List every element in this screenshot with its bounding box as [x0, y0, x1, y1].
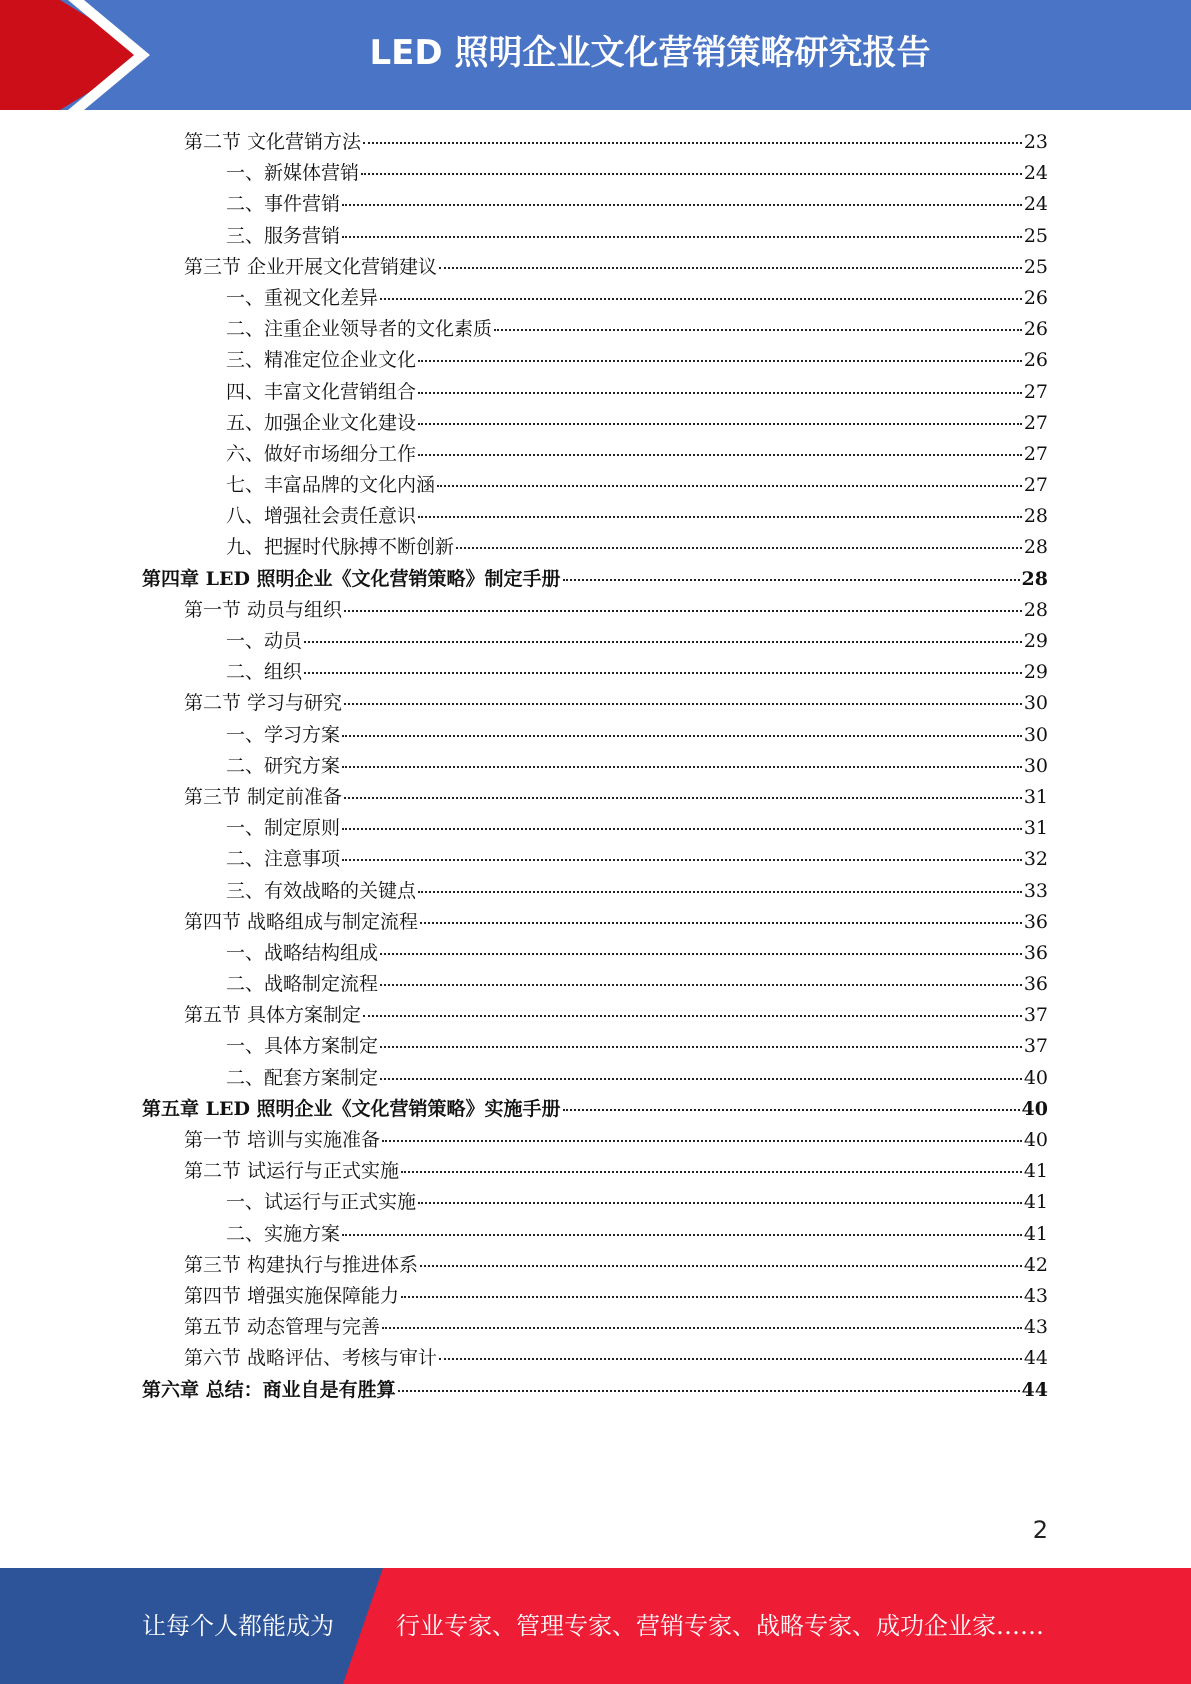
toc-page-number: 41: [1023, 1222, 1048, 1245]
toc-entry-title: 九、把握时代脉搏不断创新: [226, 536, 455, 559]
toc-entry-title: 三、有效战略的关键点: [226, 879, 417, 902]
toc-entry-title: 四、丰富文化营销组合: [226, 380, 417, 403]
toc-page-number: 43: [1023, 1284, 1048, 1307]
toc-entry[interactable]: [142, 626, 1048, 657]
toc-leader-dots: [456, 547, 1022, 549]
toc-page-number: 25: [1023, 255, 1048, 278]
toc-page-number: 25: [1023, 224, 1048, 247]
toc-page-number: 26: [1023, 286, 1048, 309]
toc-entry-title: 第一节 培训与实施准备: [184, 1129, 381, 1151]
toc-page-number: 36: [1023, 973, 1048, 996]
toc-entry[interactable]: [142, 439, 1048, 470]
toc-entry-title: 第二节 学习与研究: [184, 692, 343, 715]
toc-entry-title: 第四节 增强实施保障能力: [184, 1284, 400, 1307]
toc-entry[interactable]: [142, 844, 1048, 875]
toc-leader-dots: [418, 392, 1022, 394]
toc-entry[interactable]: [142, 501, 1048, 532]
toc-entry-title: 一、具体方案制定: [226, 1035, 379, 1058]
toc-entry[interactable]: [142, 1063, 1048, 1094]
toc-page-number: 37: [1023, 1035, 1048, 1058]
toc-entry[interactable]: [142, 532, 1048, 563]
toc-entry[interactable]: [142, 782, 1048, 813]
toc-entry-title: 六、做好市场细分工作: [226, 442, 417, 465]
toc-leader-dots: [342, 1234, 1022, 1236]
toc-leader-dots: [363, 142, 1022, 144]
toc-entry[interactable]: [142, 470, 1048, 501]
toc-leader-dots: [342, 204, 1022, 206]
toc-page-number: 26: [1023, 349, 1048, 372]
toc-page-number: 29: [1023, 661, 1048, 684]
toc-leader-dots: [380, 298, 1022, 300]
toc-entry-title: 二、组织: [226, 661, 303, 684]
toc-leader-dots: [401, 1171, 1022, 1173]
toc-leader-dots: [494, 329, 1022, 331]
toc-page-number: 31: [1023, 785, 1048, 808]
page-header: [0, 0, 1191, 110]
toc-leader-dots: [380, 953, 1022, 955]
toc-leader-dots: [439, 1358, 1022, 1360]
toc-leader-dots: [420, 922, 1022, 924]
toc-entry[interactable]: [142, 1312, 1048, 1343]
toc-entry-title: 第一节 动员与组织: [184, 598, 343, 621]
toc-leader-dots: [418, 1202, 1022, 1204]
toc-entry[interactable]: [142, 1219, 1048, 1250]
toc-entry-title: 三、精准定位企业文化: [226, 349, 417, 372]
toc-page-number: 32: [1023, 848, 1048, 871]
toc-entry[interactable]: [142, 938, 1048, 969]
toc-page-number: 44: [1023, 1347, 1048, 1370]
toc-page-number: 28: [1021, 567, 1048, 590]
toc-entry-title: 第六节 战略评估、考核与审计: [184, 1347, 438, 1370]
report-title: LED 照明企业文化营销策略研究报告: [369, 33, 931, 73]
toc-leader-dots: [418, 454, 1022, 456]
toc-entry[interactable]: [142, 657, 1048, 688]
toc-entry-title: 八、增强社会责任意识: [226, 505, 417, 528]
toc-leader-dots: [304, 672, 1022, 674]
toc-entry[interactable]: [142, 345, 1048, 376]
table-of-contents: [142, 127, 1048, 1406]
toc-page-number: 30: [1023, 692, 1048, 715]
toc-leader-dots: [380, 984, 1022, 986]
toc-entry-title: 二、战略制定流程: [226, 973, 379, 996]
page-number: 2: [1032, 1516, 1048, 1544]
toc-entry-title: 第四章 LED 照明企业《文化营销策略》制定手册: [142, 567, 561, 590]
toc-leader-dots: [344, 610, 1022, 612]
toc-entry-title: 第三节 构建执行与推进体系: [184, 1253, 419, 1276]
toc-entry-title: 一、新媒体营销: [226, 162, 360, 185]
footer-slogan-left: 让每个人都能成为: [142, 1612, 334, 1640]
toc-entry-title: 一、重视文化差异: [226, 286, 379, 309]
toc-entry[interactable]: [142, 1156, 1048, 1187]
toc-page-number: 36: [1023, 941, 1048, 964]
toc-entry-title: 一、战略结构组成: [226, 941, 379, 964]
toc-entry[interactable]: [142, 377, 1048, 408]
toc-page-number: 28: [1023, 505, 1048, 528]
toc-entry[interactable]: [142, 1281, 1048, 1312]
toc-page-number: 40: [1023, 1066, 1048, 1089]
toc-entry-title: 第二节 文化营销方法: [184, 131, 362, 153]
toc-entry[interactable]: [142, 969, 1048, 1000]
page-footer: [0, 1568, 1191, 1684]
toc-entry[interactable]: [142, 127, 1048, 158]
toc-page-number: 33: [1023, 879, 1048, 902]
toc-entry-title: 二、实施方案: [226, 1222, 341, 1245]
toc-page-number: 43: [1023, 1316, 1048, 1339]
toc-entry[interactable]: [142, 595, 1048, 626]
toc-entry[interactable]: [142, 408, 1048, 439]
toc-entry[interactable]: [142, 252, 1048, 283]
toc-entry-title: 二、研究方案: [226, 754, 341, 777]
toc-leader-dots: [418, 423, 1022, 425]
toc-entry[interactable]: [142, 221, 1048, 252]
toc-page-number: 23: [1023, 131, 1048, 153]
toc-chapter-entry[interactable]: [142, 1094, 1048, 1125]
toc-leader-dots: [420, 1265, 1022, 1267]
toc-leader-dots: [344, 703, 1022, 705]
toc-entry[interactable]: [142, 189, 1048, 220]
toc-entry-title: 第五节 动态管理与完善: [184, 1316, 381, 1339]
toc-page-number: 26: [1023, 318, 1048, 341]
toc-leader-dots: [398, 1390, 1020, 1392]
toc-leader-dots: [401, 1296, 1022, 1298]
toc-chapter-entry[interactable]: [142, 1375, 1048, 1406]
toc-page-number: 44: [1021, 1378, 1048, 1401]
toc-entry-title: 七、丰富品牌的文化内涵: [226, 474, 436, 497]
toc-page-number: 36: [1023, 910, 1048, 933]
toc-page-number: 29: [1023, 630, 1048, 652]
toc-entry[interactable]: [142, 1000, 1048, 1031]
toc-page-number: 27: [1023, 380, 1048, 403]
toc-leader-dots: [363, 1015, 1022, 1017]
toc-page-number: 24: [1023, 193, 1048, 216]
toc-entry-title: 第三节 制定前准备: [184, 785, 343, 808]
toc-leader-dots: [342, 236, 1022, 238]
toc-entry-title: 第五章 LED 照明企业《文化营销策略》实施手册: [142, 1097, 561, 1120]
toc-chapter-entry[interactable]: [142, 564, 1048, 595]
toc-entry[interactable]: [142, 720, 1048, 751]
toc-entry-title: 第二节 试运行与正式实施: [184, 1160, 400, 1183]
toc-leader-dots: [437, 485, 1022, 487]
toc-entry-title: 二、事件营销: [226, 193, 341, 216]
toc-entry[interactable]: [142, 1187, 1048, 1218]
toc-page-number: 24: [1023, 162, 1048, 185]
toc-entry[interactable]: [142, 283, 1048, 314]
toc-leader-dots: [342, 766, 1022, 768]
toc-page-number: 37: [1023, 1004, 1048, 1027]
toc-entry[interactable]: [142, 688, 1048, 719]
toc-page-number: 42: [1023, 1253, 1048, 1276]
toc-entry[interactable]: [142, 314, 1048, 345]
toc-page-number: 27: [1023, 411, 1048, 434]
toc-entry[interactable]: [142, 876, 1048, 907]
toc-page-number: 28: [1023, 598, 1048, 621]
toc-leader-dots: [382, 1140, 1022, 1142]
toc-leader-dots: [563, 1109, 1020, 1111]
toc-page-number: 27: [1023, 474, 1048, 497]
toc-page-number: 40: [1021, 1097, 1048, 1120]
toc-entry-title: 二、配套方案制定: [226, 1066, 379, 1089]
toc-entry-title: 第六章 总结：商业自是有胜算: [142, 1378, 396, 1401]
toc-entry-title: 一、学习方案: [226, 723, 341, 746]
toc-leader-dots: [380, 1078, 1022, 1080]
toc-page-number: 27: [1023, 442, 1048, 465]
footer-slogan-right: 行业专家、管理专家、营销专家、战略专家、成功企业家……: [396, 1612, 1044, 1640]
toc-leader-dots: [418, 891, 1022, 893]
toc-entry-title: 二、注重企业领导者的文化素质: [226, 318, 493, 341]
toc-leader-dots: [382, 1327, 1022, 1329]
toc-page-number: 40: [1023, 1129, 1048, 1151]
toc-entry-title: 三、服务营销: [226, 224, 341, 247]
toc-entry[interactable]: [142, 1343, 1048, 1374]
toc-leader-dots: [304, 641, 1022, 643]
toc-entry[interactable]: [142, 158, 1048, 189]
toc-entry-title: 五、加强企业文化建设: [226, 411, 417, 434]
toc-entry-title: 一、试运行与正式实施: [226, 1191, 417, 1214]
toc-leader-dots: [418, 516, 1022, 518]
toc-entry[interactable]: [142, 1031, 1048, 1062]
toc-page-number: 30: [1023, 754, 1048, 777]
toc-entry-title: 二、注意事项: [226, 848, 341, 871]
toc-leader-dots: [361, 173, 1022, 175]
toc-leader-dots: [344, 797, 1022, 799]
toc-leader-dots: [342, 735, 1022, 737]
toc-entry[interactable]: [142, 907, 1048, 938]
toc-leader-dots: [380, 1046, 1022, 1048]
toc-page-number: 30: [1023, 723, 1048, 746]
toc-page-number: 31: [1023, 817, 1048, 840]
toc-page-number: 41: [1023, 1160, 1048, 1183]
toc-leader-dots: [342, 828, 1022, 830]
toc-leader-dots: [342, 859, 1022, 861]
toc-page-number: 28: [1023, 536, 1048, 559]
toc-entry-title: 第五节 具体方案制定: [184, 1004, 362, 1027]
toc-entry-title: 一、动员: [226, 630, 303, 652]
toc-entry-title: 第三节 企业开展文化营销建议: [184, 255, 438, 278]
toc-leader-dots: [439, 267, 1022, 269]
toc-entry[interactable]: [142, 1250, 1048, 1281]
toc-leader-dots: [563, 579, 1020, 581]
toc-entry[interactable]: [142, 1125, 1048, 1156]
toc-leader-dots: [418, 360, 1022, 362]
toc-page-number: 41: [1023, 1191, 1048, 1214]
toc-entry-title: 一、制定原则: [226, 817, 341, 840]
toc-entry[interactable]: [142, 751, 1048, 782]
toc-entry-title: 第四节 战略组成与制定流程: [184, 910, 419, 933]
toc-entry[interactable]: [142, 813, 1048, 844]
